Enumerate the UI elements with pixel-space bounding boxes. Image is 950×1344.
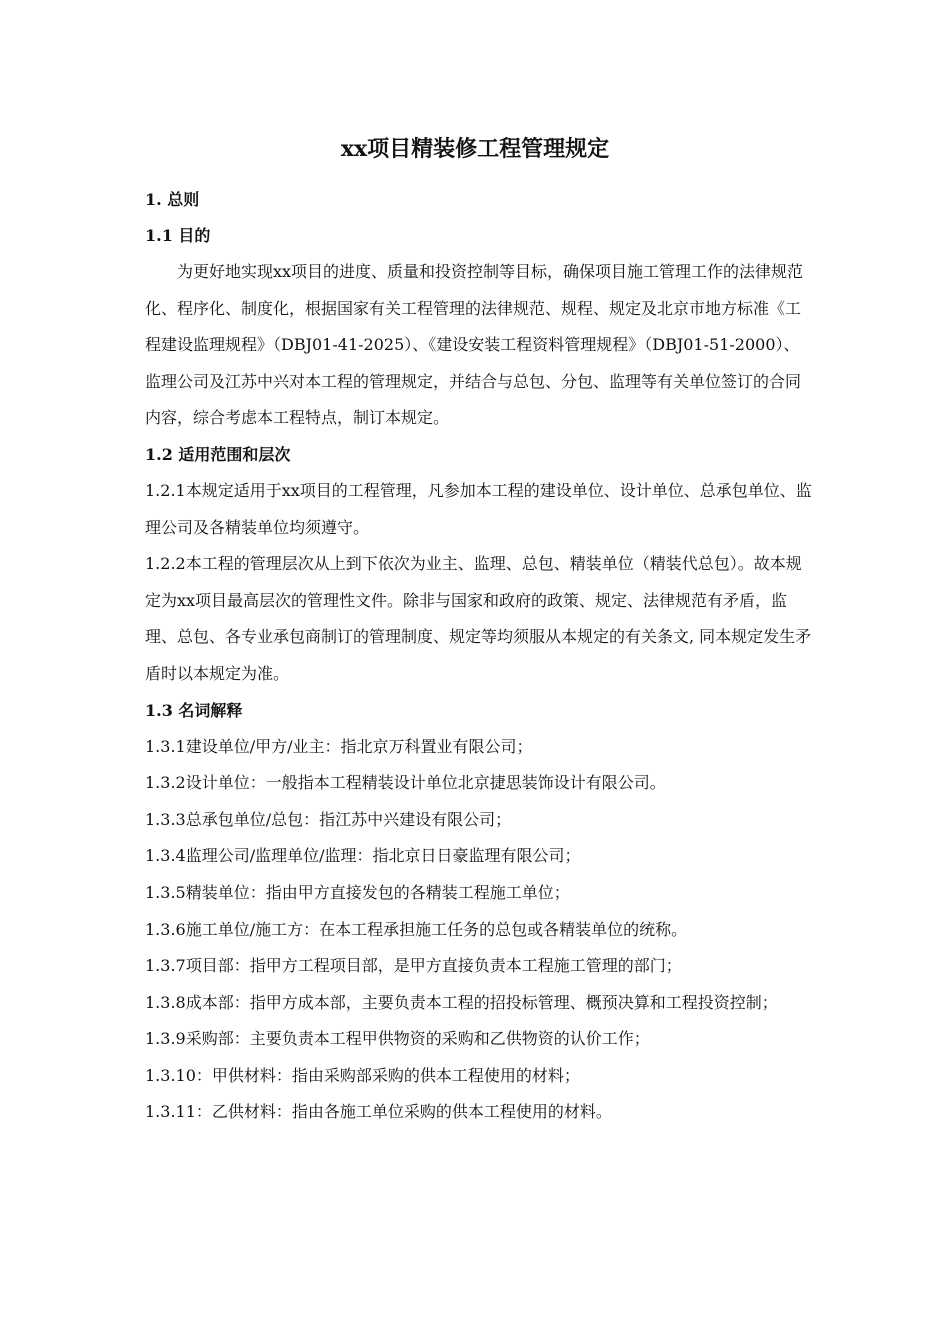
term-1-3-6: 1.3.6施工单位/施工方：在本工程承担施工任务的总包或各精装单位的统称。 bbox=[145, 919, 688, 939]
section-1-3-heading: 1.3 名词解释 bbox=[145, 700, 243, 720]
term-1-3-4: 1.3.4监理公司/监理单位/监理：指北京日日豪监理有限公司； bbox=[145, 846, 581, 866]
section-1-2-heading: 1.2 适用范围和层次 bbox=[145, 444, 291, 464]
clause-1-2-1: 1.2.1本规定适用于xx项目的工程管理，凡参加本工程的建设单位、设计单位、总承包单位、监理公司及各精装单位均须遵守。 bbox=[145, 480, 812, 537]
term-1-3-8: 1.3.8成本部：指甲方成本部，主要负责本工程的招投标管理、概预决算和工程投资控制； bbox=[145, 992, 778, 1012]
document-title: xx项目精装修工程管理规定 bbox=[340, 136, 610, 162]
section-1-1-heading: 1.1 目的 bbox=[145, 226, 211, 245]
section-1-1-paragraph: 为更好地实现xx项目的进度、质量和投资控制等目标，确保项目施工管理工作的法律规范化、程序化、制度化，根据国家有关工程管理的法律规范、规程、规定及北京市地方标准《工程建设监理规程》（DBJ01-41-2025）、《建设安装工程资料管理规程》（DBJ01-51-2000）、监理公司及江苏中兴对本工程的管理规定，并结合与总包、分包、监理等有关单位签订的合同内容，综合考虑本工程特点，制订本规定。 bbox=[145, 262, 804, 428]
section-1-heading: 1. 总则 bbox=[145, 190, 200, 209]
document-body bbox=[145, 182, 815, 1131]
term-1-3-3: 1.3.3总承包单位/总包：指江苏中兴建设有限公司； bbox=[145, 809, 512, 829]
term-1-3-11: 1.3.11：乙供材料：指由各施工单位采购的供本工程使用的材料。 bbox=[145, 1102, 612, 1122]
term-1-3-10: 1.3.10：甲供材料：指由采购部采购的供本工程使用的材料； bbox=[145, 1065, 580, 1085]
term-1-3-5: 1.3.5精装单位：指由甲方直接发包的各精装工程施工单位； bbox=[145, 882, 570, 902]
term-1-3-7: 1.3.7项目部：指甲方工程项目部，是甲方直接负责本工程施工管理的部门； bbox=[145, 956, 682, 976]
term-1-3-1: 1.3.1建设单位/甲方/业主：指北京万科置业有限公司； bbox=[145, 736, 533, 756]
clause-1-2-2: 1.2.2本工程的管理层次从上到下依次为业主、监理、总包、精装单位（精装代总包）。故本规定为xx项目最高层次的管理性文件。除非与国家和政府的政策、规定、法律规范有矛盾，监理、总包、各专业承包商制订的管理制度、规定等均须服从本规定的有关条文, 同本规定发生矛盾时以本规定为准。 bbox=[145, 554, 812, 683]
term-1-3-2: 1.3.2设计单位：一般指本工程精装设计单位北京捷思装饰设计有限公司。 bbox=[145, 773, 666, 793]
term-1-3-9: 1.3.9采购部：主要负责本工程甲供物资的采购和乙供物资的认价工作； bbox=[145, 1029, 650, 1049]
